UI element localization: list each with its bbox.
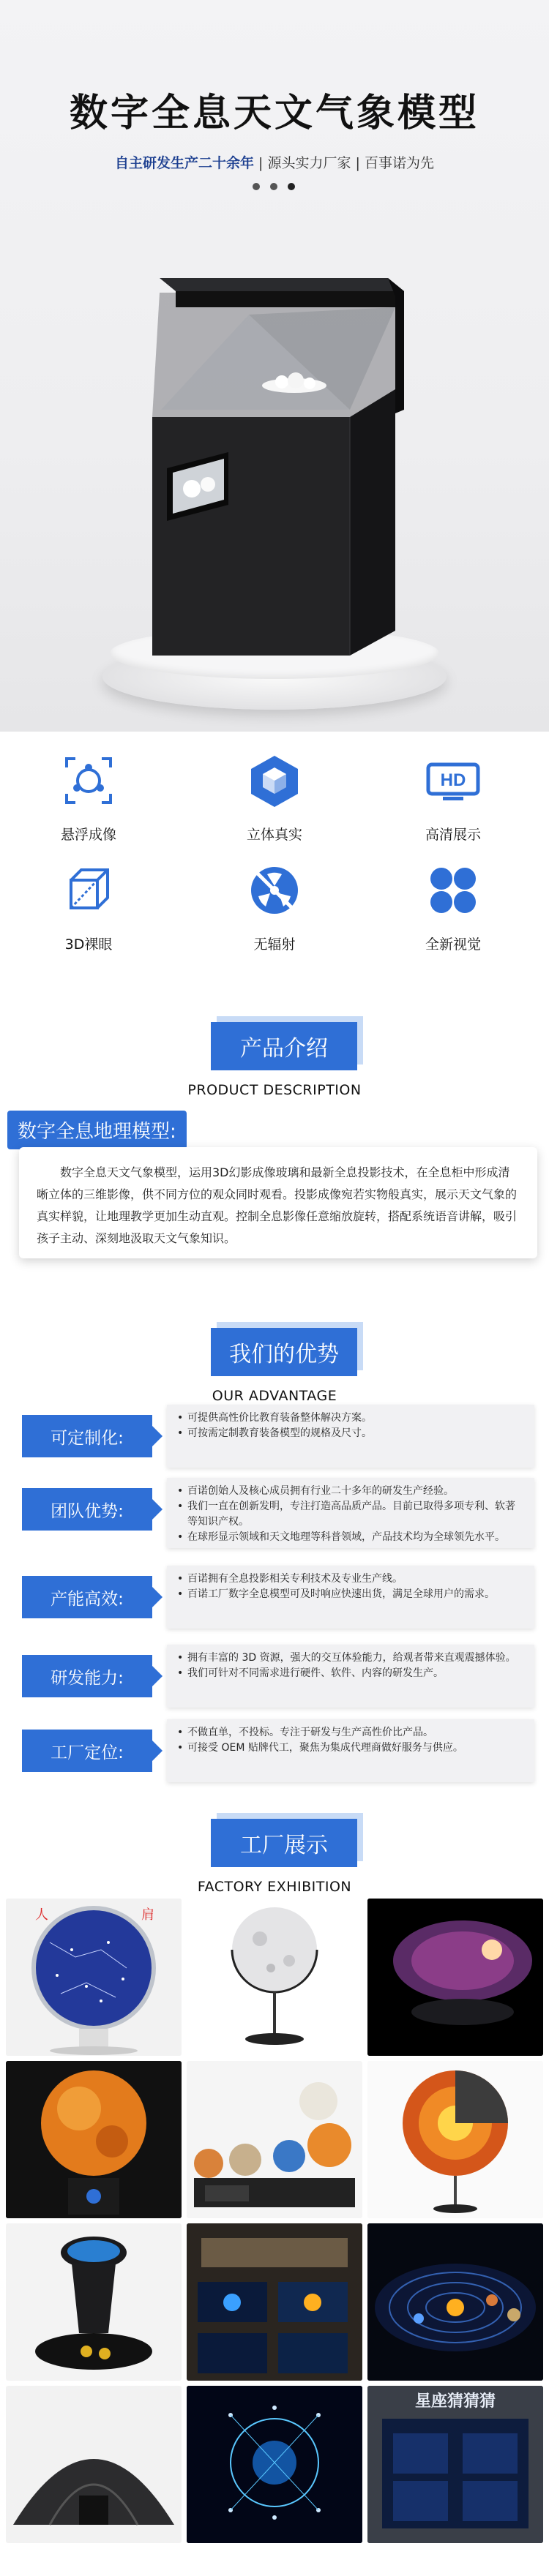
advantage-list [167,1645,534,1708]
feature-cube [227,748,322,844]
advantage-row-team [22,1478,527,1543]
advantage-item: • 可按需定制教育装备模型的规格及尺寸。 [177,1426,524,1441]
cube-icon [242,748,307,814]
gallery-photo-solar-system-table[interactable] [367,2223,543,2381]
gallery-photo-planet-models[interactable] [187,2061,362,2218]
advantage-item: • 我们可针对不同需求进行硬件、软件、内容的研发生产。 [177,1666,524,1681]
gallery-photo-sun-globe[interactable] [6,2061,182,2218]
feature-label: 3D裸眼 [64,936,113,953]
advantage-list [167,1719,534,1782]
advantage-item: • 在球形显示领域和天文地理等科普领域，产品技术均为全球领先水平。 [177,1530,524,1545]
gallery-photo-constellation-screen[interactable] [187,2386,362,2543]
feature-new-vision [406,857,501,953]
3d-box-icon [56,857,122,923]
no-radiation-icon [242,857,307,923]
product-label: 数字全息地理模型: [7,1111,187,1149]
product-section-header [0,1022,549,1103]
advantage-item: • 可接受 OEM 贴牌代工，聚焦为集成代理商做好服务与供应。 [177,1741,524,1756]
advantage-heading-en: OUR ADVANTAGE [212,1388,337,1404]
feature-label: 无辐射 [253,936,296,953]
hero-subtitle-rest: | 源头实力厂家 | 百事诺为先 [254,155,434,171]
advantage-item: • 百诺工厂数字全息模型可及时响应快速出货，满足全球用户的需求。 [177,1587,524,1602]
feature-icons [0,732,549,980]
advantage-row-positioning [22,1719,527,1778]
globe-label-right: 肩 [141,1907,154,1923]
feature-hd [406,748,501,844]
feature-no-radiation [227,857,322,953]
hero-title: 数字全息天文气象模型 [69,91,479,135]
advantage-row-customizable [22,1405,527,1463]
holographic-cabinet-image [0,0,549,732]
feature-levitation [41,748,136,844]
gallery-photo-dome-projection[interactable] [367,1899,543,2056]
advantage-section-header [0,1328,549,1408]
gallery-photo-moon-globe[interactable] [187,1899,362,2056]
feature-label: 高清展示 [425,827,481,843]
advantage-item: • 我们一直在创新发明，专注打造高品质产品。目前已取得多项专利、软著等知识产权。 [177,1499,524,1530]
advantage-tag: 研发能力: [22,1655,152,1697]
advantage-list [167,1405,534,1468]
svg-text:HD: HD [440,770,466,790]
advantage-item: • 可提供高性价比教育装备整体解决方案。 [177,1411,524,1426]
advantage-tag: 产能高效: [22,1576,152,1618]
feature-label: 立体真实 [246,827,302,843]
factory-heading: 工厂展示 [211,1819,357,1867]
feature-3d [41,857,136,953]
product-heading-en: PRODUCT DESCRIPTION [187,1082,362,1098]
advantage-heading: 我们的优势 [211,1328,357,1376]
advantage-row-rnd [22,1645,527,1703]
gallery-photo-earth-cutaway[interactable] [367,2061,543,2218]
factory-heading-en: FACTORY EXHIBITION [197,1879,352,1895]
advantage-tag: 团队优势: [22,1488,152,1531]
hero-subtitle-bold: 自主研发生产二十余年 [115,155,255,171]
product-heading: 产品介绍 [211,1022,357,1070]
factory-section-header [0,1819,549,1899]
advantage-item: • 拥有丰富的 3D 资源，强大的交互体验能力，给观者带来直观震撼体验。 [177,1651,524,1666]
advantage-row-capacity [22,1566,527,1624]
gallery-photo-display-screens[interactable] [187,2223,362,2381]
advantage-item: • 不做直单，不投标。专注于研发与生产高性价比产品。 [177,1725,524,1741]
product-description: 数字全息天文气象模型，运用3D幻影成像玻璃和最新全息投影技术，在全息柜中形成清晰立体的三维影像，供不同方位的观众同时观看。投影成像宛若实物般真实，展示天文气象的真实样貌，让地理教学更加生动直观。控制全息影像任意缩放旋转，搭配系统语音讲解，吸引孩子主动、深刻地汲取天文气象知识。 [19,1147,537,1258]
levitation-icon [56,748,122,814]
advantage-item: • 百诺拥有全息投影相关专利技术及专业生产线。 [177,1571,524,1587]
gallery-photo-dome-tent[interactable] [6,2386,182,2543]
hd-icon [420,748,486,814]
four-circles-icon [420,857,486,923]
gallery-photo-constellation-game[interactable] [367,2386,543,2543]
constellation-game-title: 星座猜猜猜 [414,2392,496,2411]
globe-label-left: 人 [35,1907,48,1923]
advantage-tag: 工厂定位: [22,1730,152,1772]
advantage-tag: 可定制化: [22,1415,152,1457]
advantage-item: • 百诺创始人及核心成员拥有行业二十多年的研发生产经验。 [177,1484,524,1499]
hero-banner [0,0,549,732]
gallery-photo-touch-kiosk[interactable] [6,2223,182,2381]
gallery-photo-star-globe[interactable] [6,1899,182,2056]
feature-label: 全新视觉 [425,936,481,953]
advantage-list [167,1478,534,1548]
feature-label: 悬浮成像 [60,827,116,843]
advantage-list [167,1566,534,1629]
